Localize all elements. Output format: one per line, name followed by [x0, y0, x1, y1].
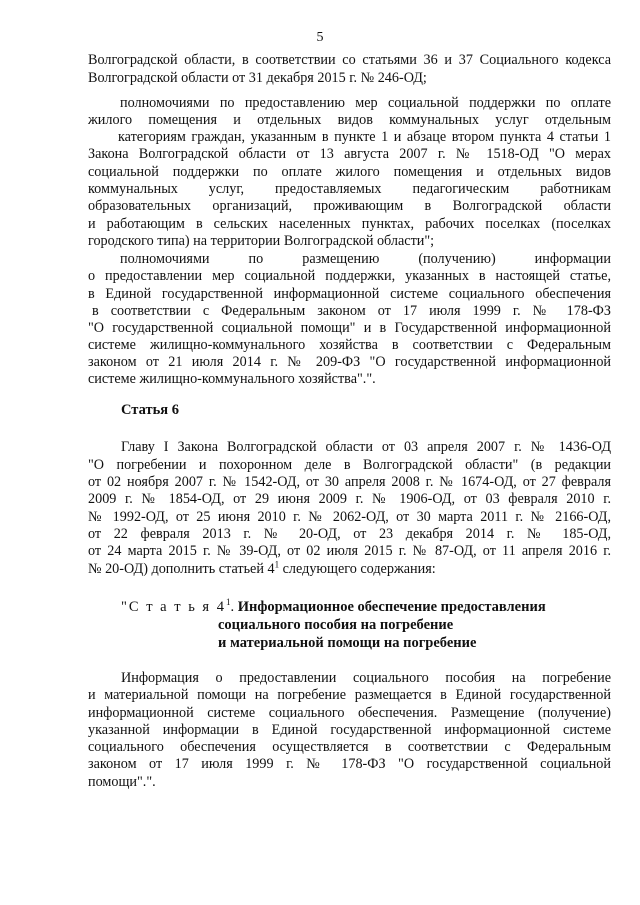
article-title-line — [218, 617, 453, 634]
paragraph-line: системе жилищно-коммунального хозяйства в соответствии с Федеральным — [88, 337, 611, 353]
paragraph-line: и работающим в сельских населенных пунктах, рабочих поселках (поселках — [88, 216, 611, 232]
paragraph-line: социальной поддержки по оплате жилого помещения и отдельных видов — [88, 164, 611, 180]
paragraph-line: от 02 ноября 2007 г. № 1542-ОД, от 30 апреля 2008 г. № 1674-ОД, от 27 февраля — [88, 474, 611, 490]
paragraph-line: системе жилищно-коммунального хозяйства".". — [88, 371, 376, 387]
superscript: 1 — [274, 559, 280, 570]
paragraph-line: категориям граждан, указанным в пункте 1 и абзаце втором пункта 4 статьи 1 — [118, 129, 611, 145]
paragraph-line: о предоставлении мер социальной поддержки, указанных в настоящей статье, — [88, 268, 611, 284]
article-title-line — [121, 599, 546, 616]
paragraph-line: "О погребении и похоронном деле в Волгоградской области" (в редакции — [88, 457, 611, 473]
paragraph-line: № 1992-ОД, от 25 июня 2010 г. № 2062-ОД, от 30 марта 2011 г. № 2166-ОД, — [88, 509, 611, 525]
paragraph-line: жилого помещения и отдельных видов коммунальных услуг отдельным — [88, 112, 611, 128]
paragraph-line: в соответствии с Федеральным законом от 17 июля 1999 г. № 178-ФЗ — [92, 303, 611, 319]
paragraph-line: законом от 17 июля 1999 г. № 178-ФЗ "О государственной социальной — [88, 756, 611, 772]
paragraph-line: от 24 марта 2015 г. № 39-ОД, от 02 июля 2015 г. № 87-ОД, от 11 апреля 2016 г. — [88, 543, 611, 559]
paragraph-line: указанной информации в Единой государственной информационной системе — [88, 722, 611, 738]
paragraph-line: "О государственной социальной помощи" и в Государственной информационной — [88, 320, 611, 336]
article-title: Информационное обеспечение предоставления — [237, 599, 546, 615]
paragraph-line: социального обеспечения осуществляется в соответствии с Федеральным — [88, 739, 611, 755]
punctuation: . — [230, 599, 235, 615]
paragraph-line: полномочиями по предоставлению мер социальной поддержки по оплате — [120, 95, 611, 111]
article-title: социального пособия на погребение — [218, 617, 454, 633]
page-number: 5 — [316, 30, 324, 45]
paragraph-line: городского типа) на территории Волгоградской области"; — [88, 233, 435, 249]
paragraph-line: и материальной помощи на погребение размещается в Единой государственной — [88, 687, 611, 703]
paragraph-line: полномочиями по размещению (получению) информации — [120, 251, 611, 267]
article-title: и материальной помощи на погребение — [218, 635, 477, 651]
article-heading: Статья 6 — [121, 402, 179, 418]
paragraph-line: Закона Волгоградской области от 13 августа 2007 г. № 1518-ОД "О мерах — [88, 146, 611, 162]
article-title-line — [218, 635, 476, 652]
paragraph-line: законом от 21 июля 2014 г. № 209-ФЗ "О государственной информационной — [88, 354, 611, 370]
paragraph-line: информационной системе социального обеспечения. Размещение (получение) — [88, 705, 611, 721]
paragraph-line: 2009 г. № 1854-ОД, от 29 июня 2009 г. № 1906-ОД, от 03 февраля 2010 г. — [88, 491, 611, 507]
line-text: № 20-ОД) дополнить статьей 4 — [88, 561, 275, 577]
paragraph-line: от 22 февраля 2013 г. № 20-ОД, от 23 декабря 2014 г. № 185-ОД, — [88, 526, 611, 542]
paragraph-line: Главу I Закона Волгоградской области от 03 апреля 2007 г. № 1436-ОД — [121, 439, 611, 455]
paragraph-line: помощи".". — [88, 774, 156, 790]
paragraph-line: Волгоградской области от 31 декабря 2015 г. № 246-ОД; — [88, 70, 427, 86]
article-label: "С т а т ь я 4 — [121, 599, 226, 615]
paragraph-line: в Единой государственной информационной системе социального обеспечения — [88, 286, 611, 302]
paragraph-line: Информация о предоставлении социального пособия на погребение — [121, 670, 611, 686]
paragraph-line — [88, 561, 436, 578]
paragraph-line: коммунальных услуг, предоставляемых педагогическим работникам — [88, 181, 611, 197]
paragraph-line: образовательных организаций, проживающим в Волгоградской области — [88, 198, 611, 214]
line-text: следующего содержания: — [279, 561, 436, 577]
superscript: 1 — [225, 597, 231, 608]
paragraph-line: Волгоградской области, в соответствии со статьями 36 и 37 Социального кодекса — [88, 52, 611, 68]
